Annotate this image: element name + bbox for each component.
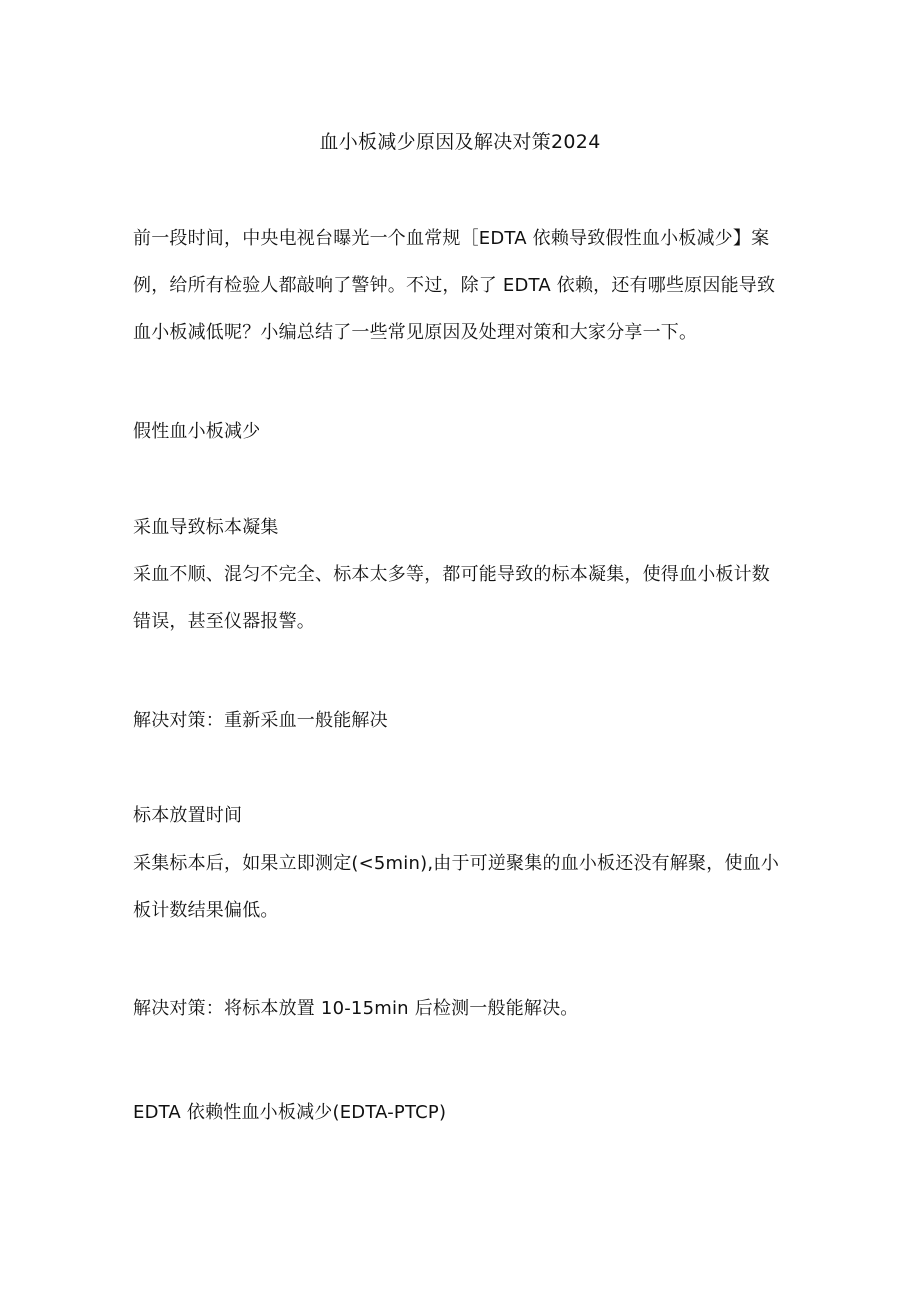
time-line-2: 板计数结果偏低。 (133, 900, 279, 921)
collection-line-2: 错误，甚至仪器报警。 (133, 611, 315, 632)
time-line-1: 采集标本后，如果立即测定(<5min),由于可逆聚集的血小板还没有解聚，使血小 (133, 853, 780, 874)
intro-line-2: 例，给所有检验人都敲响了警钟。不过，除了 EDTA 依赖，还有哪些原因能导致 (133, 275, 776, 296)
collection-solution: 解决对策：重新采血一般能解决 (133, 710, 388, 731)
item-heading-time: 标本放置时间 (133, 805, 243, 826)
intro-line-1: 前一段时间，中央电视台曝光一个血常规［EDTA 依赖导致假性血小板减少】案 (133, 228, 770, 249)
collection-line-1: 采血不顺、混匀不完全、标本太多等，都可能导致的标本凝集，使得血小板计数 (133, 564, 770, 585)
time-solution: 解决对策：将标本放置 10-15min 后检测一般能解决。 (133, 998, 579, 1019)
time-paragraph (133, 840, 795, 934)
document-title: 血小板减少原因及解决对策2024 (319, 131, 601, 153)
collection-paragraph (133, 551, 795, 645)
section-heading-pseudo: 假性血小板减少 (133, 421, 261, 442)
intro-line-3: 血小板减低呢？小编总结了一些常见原因及处理对策和大家分享一下。 (133, 322, 698, 343)
item-heading-collection: 采血导致标本凝集 (133, 517, 279, 538)
section-heading-edta: EDTA 依赖性血小板减少(EDTA-PTCP) (133, 1102, 447, 1123)
intro-paragraph (133, 215, 795, 356)
